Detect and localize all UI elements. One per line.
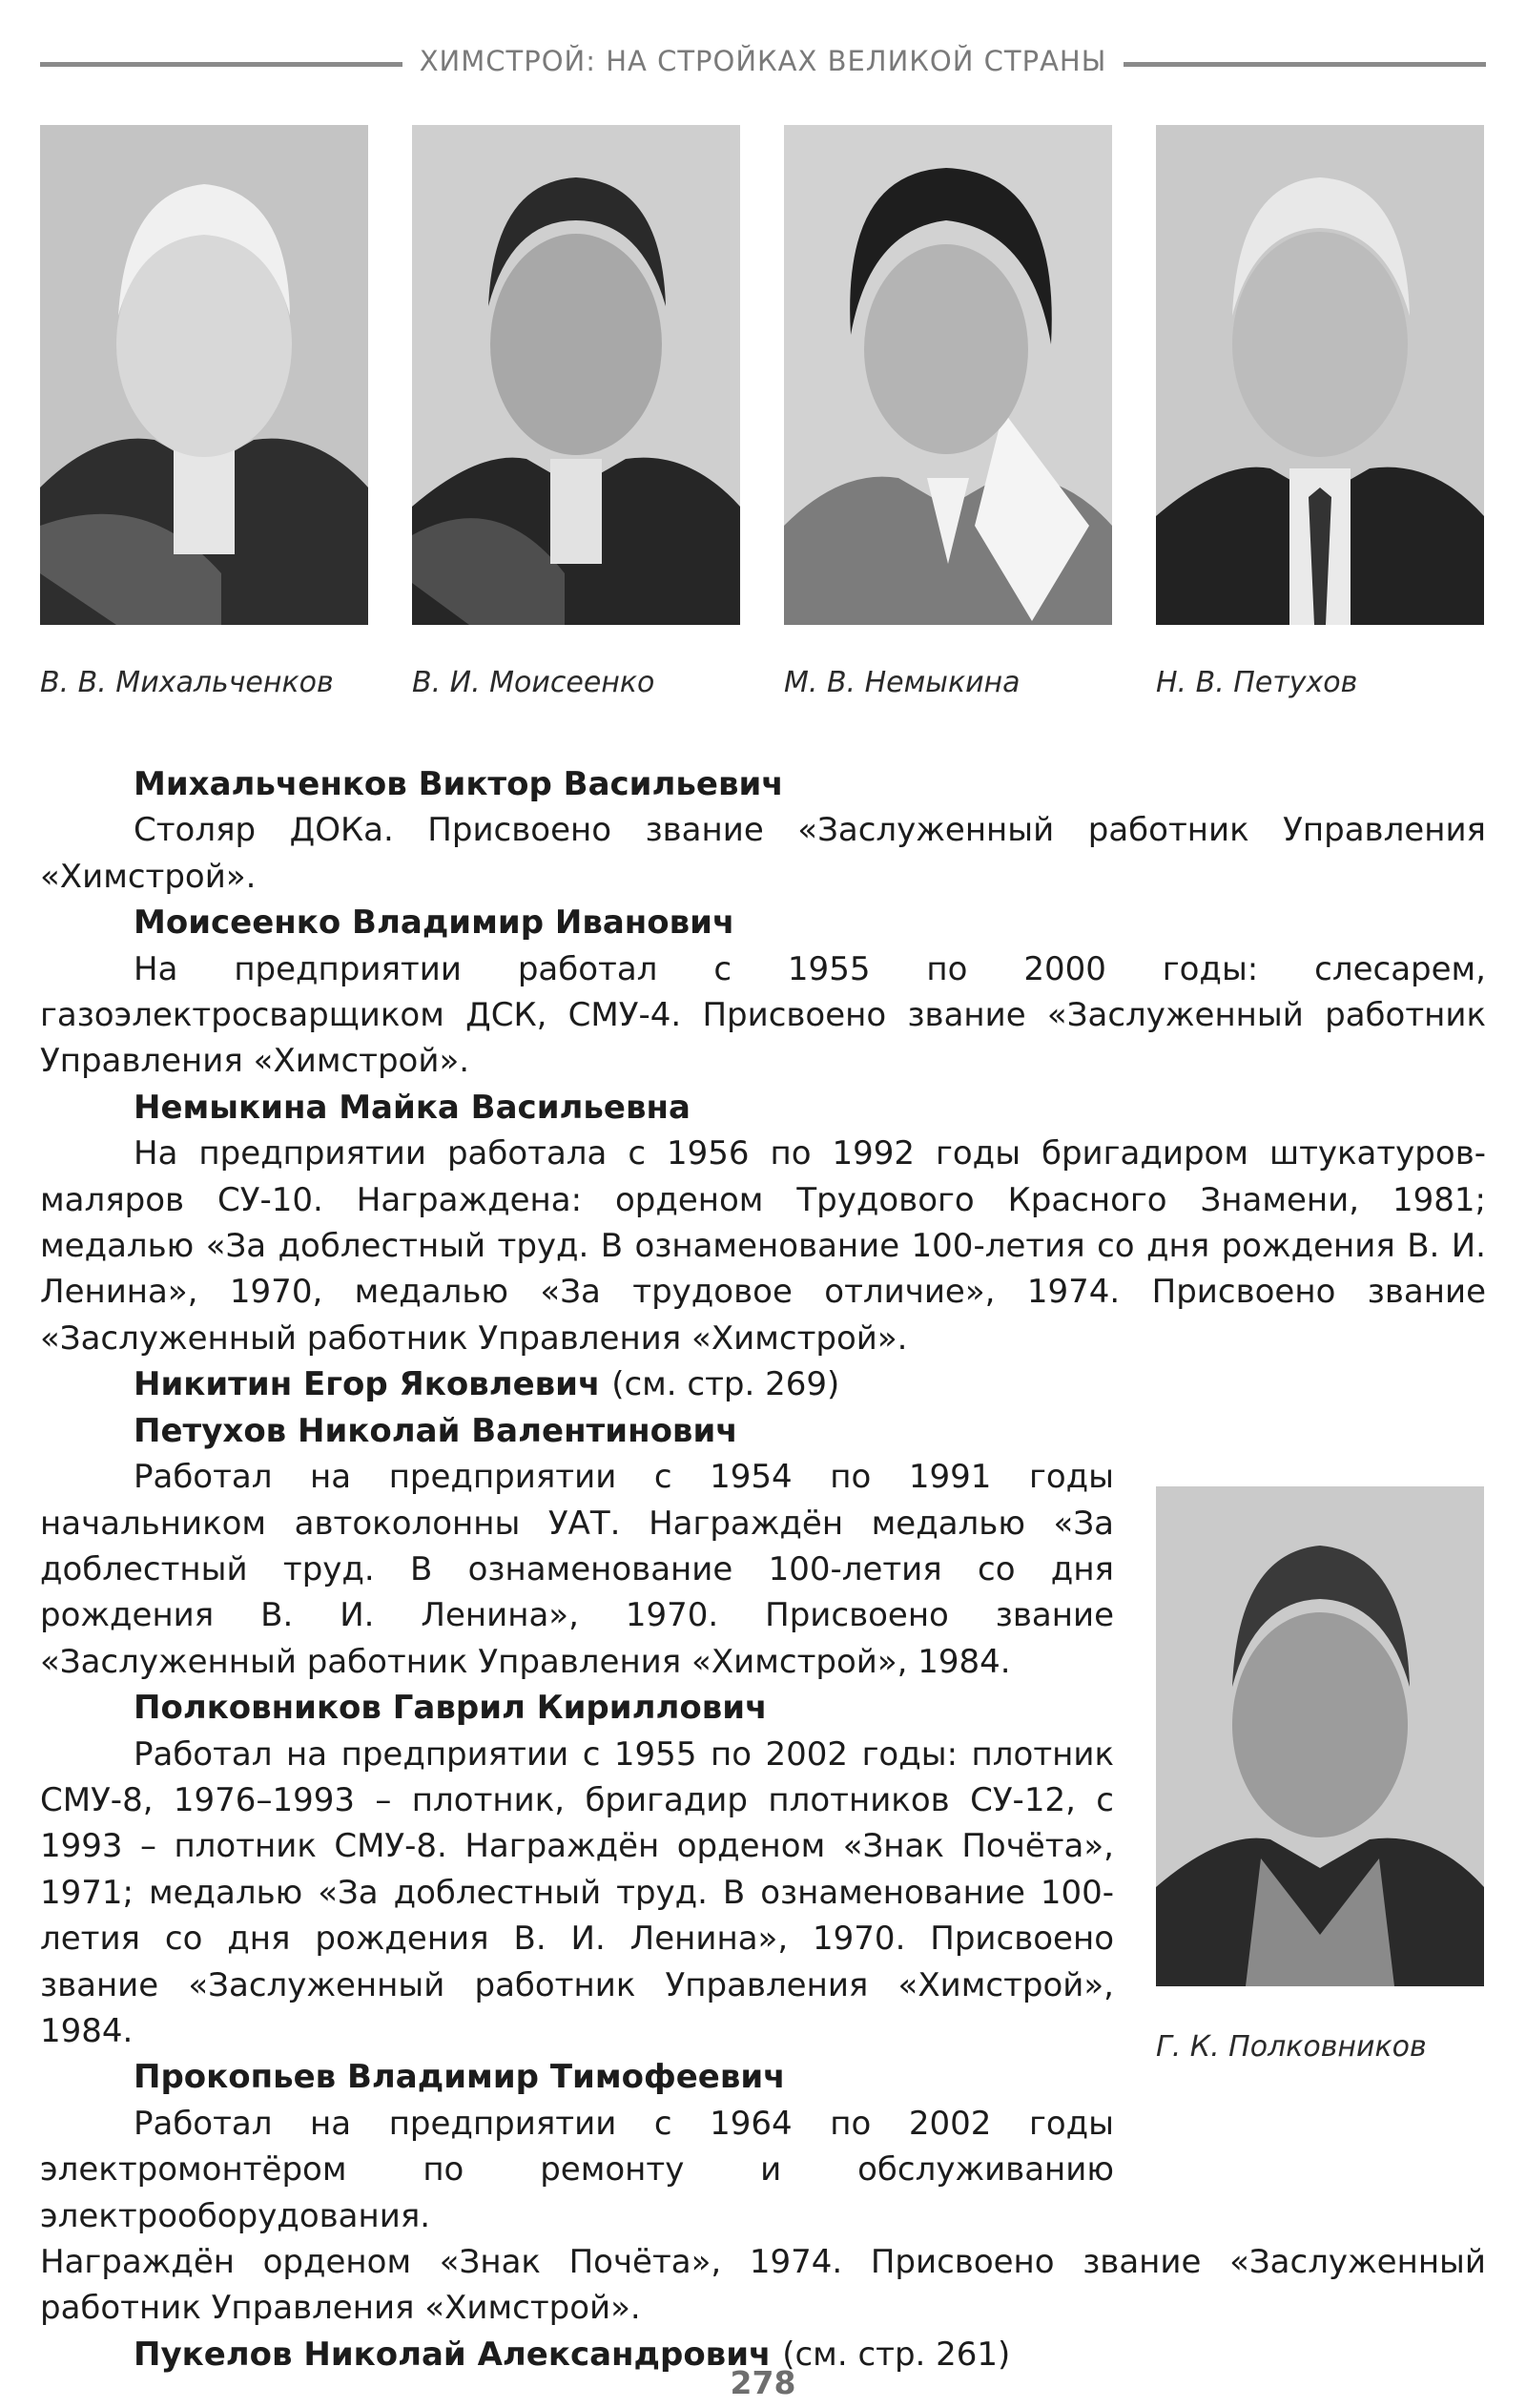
portrait-caption-petukhov: Н. В. Петухов: [1156, 666, 1358, 699]
entry-text: На предприятии работал с 1955 по 2000 годы: слесарем, газоэлектросварщиком ДСК, СМУ-4. Присвоено звание «Заслуженный работник Управления «Химстрой».: [40, 949, 1486, 1081]
entry-name-with-ref: [40, 1361, 1486, 1407]
portrait-photo-mikhalchenkov: [40, 125, 368, 625]
entry-text: Работал на предприятии с 1954 по 1991 годы начальником автоколонны УАТ. Награждён медалью «За доблестный труд. В ознаменование 100-летия со дня рождения В. И. Ленина», 1970. Присвоено звание «Заслуженный работник Управления «Химстрой», 1984.: [40, 1458, 1114, 1681]
entry-name: Моисеенко Владимир Иванович: [134, 903, 735, 943]
entry-name: Петухов Николай Валентинович: [134, 1411, 738, 1450]
entry-text: Работал на предприятии с 1964 по 2002 годы электромонтёром по ремонту и обслуживанию электрооборудования.: [40, 2104, 1114, 2235]
entry-text: На предприятии работала с 1956 по 1992 годы бригадиром штукатуров-маляров СУ-10. Награждена: орденом Трудового Красного Знамени, 1981; медалью «За доблестный труд. В ознаменование 100-летия со дня рождения В. И. Ленина», 1970, медалью «За трудовое отличие», 1974. Присвоено звание «Заслуженный работник Управления «Химстрой».: [40, 1134, 1486, 1358]
page-reference: (см. стр. 269): [611, 1365, 840, 1404]
running-header: [40, 42, 1486, 80]
entry-name: Немыкина Майка Васильевна: [134, 1088, 691, 1127]
entry-text-continued: Награждён орденом «Знак Почёта», 1974. Присвоено звание «Заслуженный работник Управления «Химстрой».: [40, 2243, 1486, 2328]
portrait-photo-nemykina: [784, 125, 1112, 625]
portrait-caption-nemykina: М. В. Немыкина: [784, 666, 1021, 699]
page-number: 278: [730, 2364, 796, 2401]
entry-name: Никитин Егор Яковлевич: [134, 1365, 601, 1404]
entries-text: [40, 761, 1486, 2377]
entry-name: Прокопьев Владимир Тимофеевич: [134, 2058, 786, 2097]
entry-name: Полковников Гаврил Кириллович: [134, 1689, 768, 1728]
header-rule-left: [40, 62, 402, 67]
portrait-photo-moiseenko: [412, 125, 740, 625]
portrait-caption-polkovnikov: Г. К. Полковников: [1156, 2030, 1427, 2064]
entry-text: Столяр ДОКа. Присвоено звание «Заслуженный работник Управления «Химстрой».: [40, 811, 1486, 896]
page-reference: (см. стр. 261): [782, 2335, 1011, 2374]
portrait-caption-moiseenko: В. И. Моисеенко: [412, 666, 655, 699]
portrait-caption-mikhalchenkov: В. В. Михальченков: [40, 666, 334, 699]
portrait-photo-petukhov: [1156, 125, 1484, 625]
header-rule-right: [1124, 62, 1486, 67]
entry-name: Пукелов Николай Александрович: [134, 2335, 772, 2374]
entry-name: Михальченков Виктор Васильевич: [134, 765, 784, 803]
running-header-title: ХИМСТРОЙ: НА СТРОЙКАХ ВЕЛИКОЙ СТРАНЫ: [419, 45, 1107, 77]
entry-text: Работал на предприятии с 1955 по 2002 годы: плотник СМУ-8, 1976–1993 – плотник, бригадир плотников СУ-12, с 1993 – плотник СМУ-8. Награждён орденом «Знак Почёта», 1971; медалью «За доблестный труд. В ознаменование 100-летия со дня рождения В. И. Ленина», 1970. Присвоено звание «Заслуженный работник Управления «Химстрой», 1984.: [40, 1734, 1114, 2050]
